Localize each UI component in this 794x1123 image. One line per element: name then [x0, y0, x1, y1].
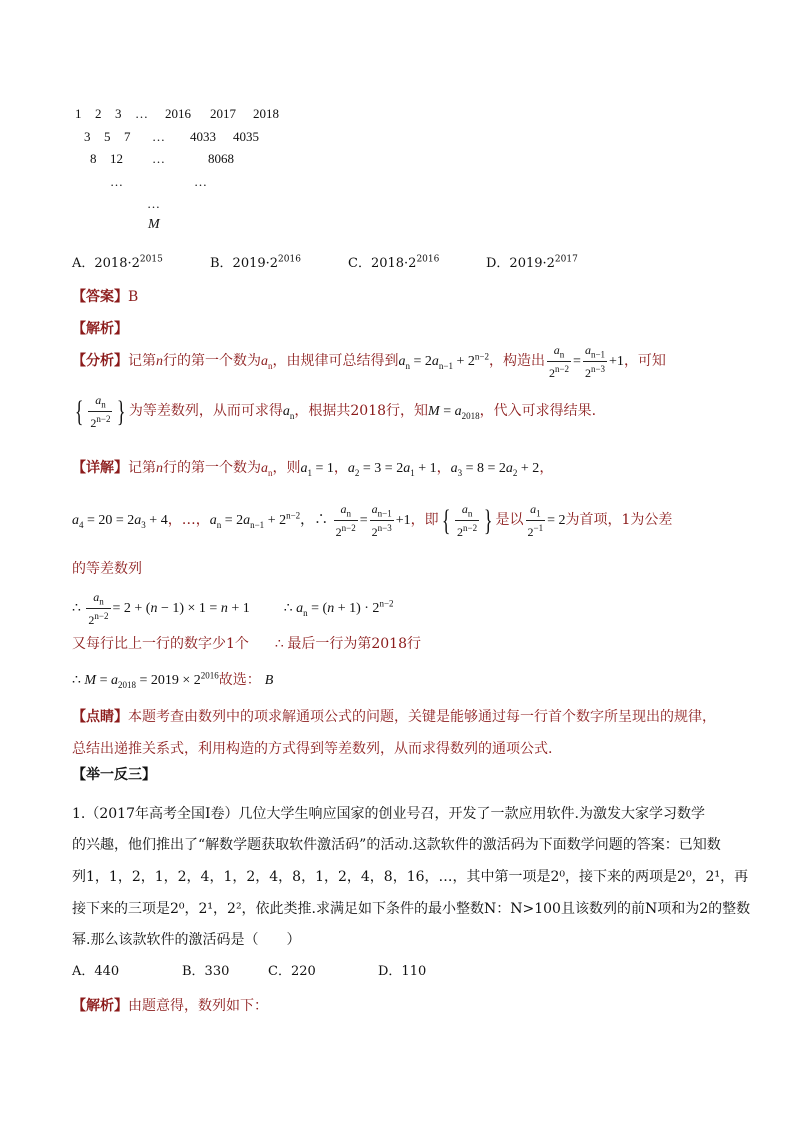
option-d[interactable]: D．$2019\cdot 2^{2017}$	[486, 254, 578, 271]
detail-line-1: 【详解】记第n行的第一个数为$a_n$，则$a_1 = 1$，$a_2 = 3 = 2a_1 + 1$，$a_3 = 8 = 2a_2 + 2$，	[72, 460, 554, 478]
option2-c[interactable]: C．220	[268, 964, 316, 979]
problem-line-3: 列1，1，2，1，2，4，1，2，4，8，1，2，4，8，16，…，其中第一项是2⁰，接下来的两项是2⁰，2¹，再	[72, 869, 749, 885]
triangle-row-4: … …	[110, 174, 207, 189]
detail-line-5: 又每行比上一行的数字少1个 ∴ 最后一行为第2018行	[72, 636, 421, 652]
answer-line: 【答案】B	[72, 289, 139, 305]
analysis-heading: 【解析】	[72, 321, 128, 337]
insight-line-1: 【点睛】本题考查由数列中的项求解通项公式的问题，关键是能够通过每一行首个数字所呈现出的规律，	[72, 709, 716, 725]
option-c[interactable]: C．$2018\cdot 2^{2016}$	[348, 254, 440, 271]
option2-d[interactable]: D．110	[378, 964, 427, 979]
problem-line-5: 幂.那么该款软件的激活码是（ ）	[72, 932, 301, 948]
triangle-row-2: 3 5 7 … 4033 4035	[84, 129, 259, 144]
detail-line-2: $a_4 = 20 = 2a_3 + 4$，…，$a_n = 2a_{n-1} + 2^{n-2}$，∴ $\frac{a_n}{2^{n-2}}$ = $\frac{a_{n-1}}{2^{n-3}}$ +1，即{ $\frac{a_n}{2^{n-2}}$ } 是以 $\frac{a_1}{2^{-1}}$ = 2为首项，1为公差	[72, 502, 673, 540]
option2-a[interactable]: A．440	[72, 964, 120, 979]
triangle-row-6: M	[148, 217, 160, 232]
problem-line-1: 1.（2017年高考全国I卷）几位大学生响应国家的创业号召，开发了一款应用软件.为激发大家学习数学	[72, 806, 705, 822]
detail-line-6: ∴ $M = a_{2018} = 2019 \times 2^{2016}$故选： B	[72, 670, 274, 690]
problem-line-4: 接下来的三项是2⁰，2¹，2²，依此类推.求满足如下条件的最小整数N：N>100且该数列的前N项和为2的整数	[72, 901, 751, 917]
option-b[interactable]: B．$2019\cdot 2^{2016}$	[210, 254, 301, 271]
options-row-2	[72, 960, 426, 979]
detail-line-3: 的等差数列	[72, 561, 142, 577]
insight-line-2: 总结出递推关系式，利用构造的方式得到等差数列，从而求得数列的通项公式.	[72, 741, 553, 757]
detail-line-4: ∴ $\frac{a_n}{2^{n-2}}$ = 2 + (n − 1) × 1 = n + 1 ∴ $a_n = (n + 1) \cdot 2^{n-2}$	[72, 590, 394, 628]
triangle-row-1: 1 2 3 … 2016 2017 2018	[75, 106, 279, 121]
solution-line: 【解析】由题意得，数列如下：	[72, 998, 268, 1014]
option-a[interactable]: A．$2018\cdot 2^{2015}$	[72, 254, 163, 271]
triangle-row-3: 8 12 … 8068	[90, 151, 234, 166]
option2-b[interactable]: B．330	[182, 964, 230, 979]
problem-line-2: 的兴趣，他们推出了“解数学题获取软件激活码”的活动.这款软件的激活码为下面数学问题的答案：已知数	[72, 837, 721, 853]
triangle-row-5: …	[147, 196, 160, 211]
options-row-1	[72, 252, 578, 271]
analysis-line-1: 【分析】记第n行的第一个数为$a_n$，由规律可总结得到$a_n = 2a_{n-1} + 2^{n-2}$，构造出 $\frac{a_n}{2^{n-2}}$ = $\frac{a_{n-1}}{2^{n-3}}$ +1，可知	[72, 343, 666, 381]
section-heading: 【举一反三】	[72, 767, 156, 783]
analysis-line-2: { $\frac{a_n}{2^{n-2}}$ } 为等差数列，从而可求得$a_n$，根据共2018行，知$M = a_{2018}$，代入可求得结果.	[74, 393, 597, 431]
